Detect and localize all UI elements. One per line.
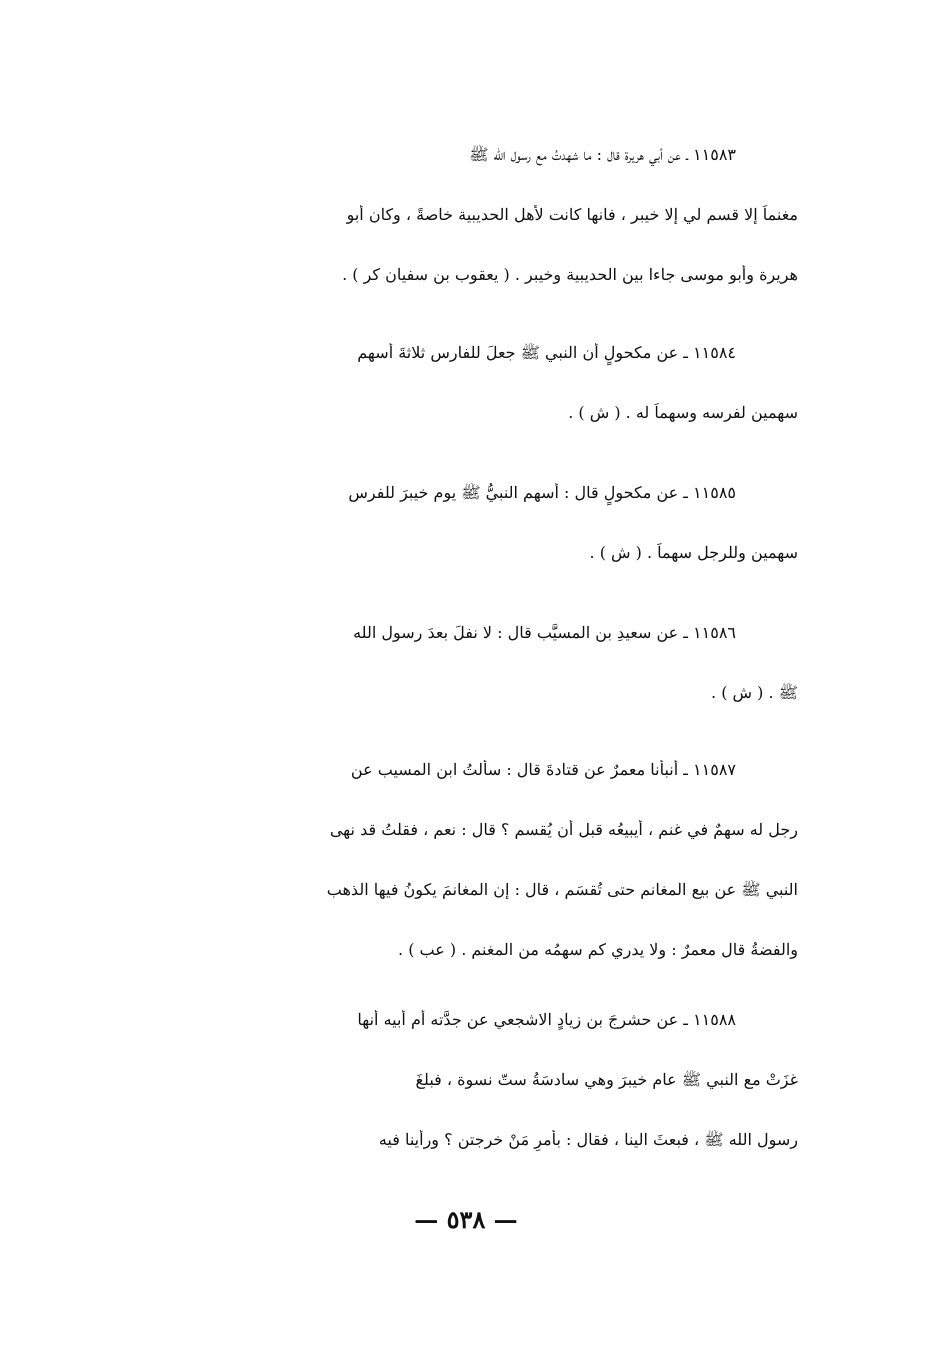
hadith-line: هريرة وأبو موسى جاءا بين الحديبية وخيبر . ( يعقوب بن سفيان كر ) . (342, 265, 798, 284)
hadith-line: ١١٥٨٧ ـ أنبأنا معمرٌ عن قتادةَ قال : سألتُ ابن المسيب عن (350, 760, 736, 779)
hadith-11584 (78, 343, 798, 463)
hadith-line: النبي ﷺ عن بيع المغانم حتى تُقسَم ، قال : إن المغانمَ يكونُ فيها الذهب (326, 880, 798, 899)
hadith-line: رجل له سهمٌ في غنم ، أيبيعُه قبل أن يُقسم ؟ قال : نعم ، فقلتُ قد نهى (329, 820, 798, 839)
hadith-line: ١١٥٨٥ ـ عن مكحولٍ قال : أسهم النبيُّ ﷺ يوم خيبرَ للفرس (348, 483, 736, 502)
hadith-11586 (78, 623, 798, 743)
hadith-line: غزَتْ مع النبي ﷺ عام خيبرَ وهي سادسَةُ ستّ نسوة ، فبلغَ (415, 1070, 798, 1089)
hadith-11587 (78, 760, 798, 1000)
hadith-11585 (78, 483, 798, 603)
hadith-11583 (78, 145, 798, 325)
hadith-line: ١١٥٨٣ ـ عن أبي هريرة قال : ما شهدتُ مع رسول الله ﷺ (469, 145, 736, 164)
hadith-line: رسول الله ﷺ ، فبعثَ الينا ، فقال : بأمرِ مَنْ خرجتن ؟ ورأينا فيه (378, 1130, 798, 1149)
hadith-11588 (78, 1010, 798, 1190)
hadith-line: ١١٥٨٦ ـ عن سعيدِ بن المسيَّب قال : لا نفلَ بعدَ رسول الله (353, 623, 736, 642)
hadith-line: ﷺ . ( ش ) . (711, 683, 798, 702)
hadith-line: والفضةُ قال معمرٌ : ولا يدري كم سهمُه من المغنم . ( عب ) . (398, 940, 798, 959)
hadith-line: ١١٥٨٤ ـ عن مكحولٍ أن النبي ﷺ جعلَ للفارس ثلاثةَ أسهم (357, 343, 736, 362)
page-number: — ٥٣٨ — (414, 1205, 518, 1234)
hadith-line: سهمين لفرسه وسهماً له . ( ش ) . (568, 403, 798, 422)
hadith-line: سهمين وللرجل سهماً . ( ش ) . (589, 543, 798, 562)
hadith-line: ١١٥٨٨ ـ عن حشرجَ بن زيادٍ الاشجعي عن جدَّته أم أبيه أنها (357, 1010, 736, 1029)
hadith-line: مغنماً إلا قسم لي إلا خيبر ، فانها كانت لأهل الحديبية خاصةً ، وكان أبو (346, 205, 798, 224)
